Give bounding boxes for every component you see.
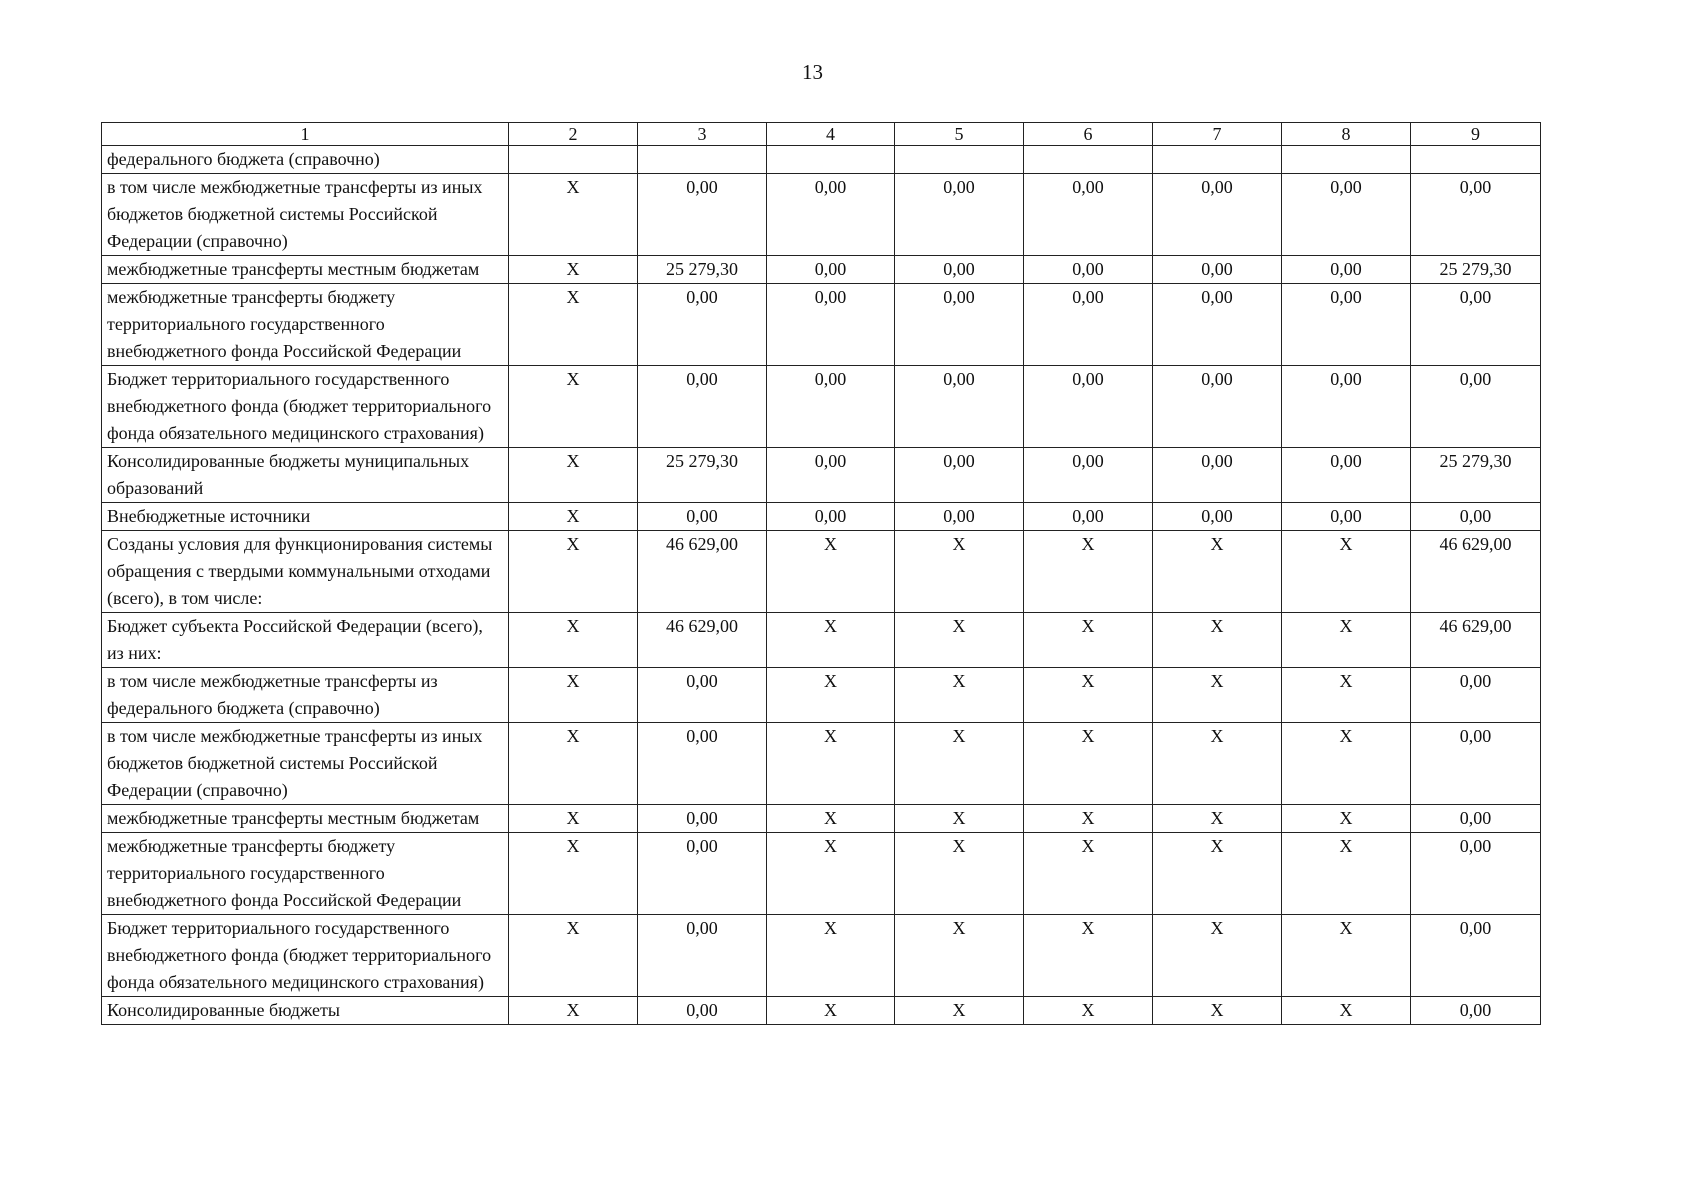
cell-value: X xyxy=(509,805,638,833)
cell-value: 46 629,00 xyxy=(638,613,767,668)
table-row xyxy=(102,448,1541,503)
cell-value: X xyxy=(1024,805,1153,833)
cell-value: X xyxy=(767,997,895,1025)
cell-value: 0,00 xyxy=(1411,723,1541,805)
cell-value: 0,00 xyxy=(767,366,895,448)
row-label: федерального бюджета (справочно) xyxy=(102,146,509,174)
cell-value: X xyxy=(509,503,638,531)
cell-value: X xyxy=(767,613,895,668)
cell-value: X xyxy=(895,997,1024,1025)
cell-value: 0,00 xyxy=(767,284,895,366)
cell-value: 25 279,30 xyxy=(1411,256,1541,284)
cell-value: 0,00 xyxy=(1024,448,1153,503)
cell-value: X xyxy=(895,833,1024,915)
cell-value: X xyxy=(895,723,1024,805)
cell-value: X xyxy=(1282,833,1411,915)
cell-value: 0,00 xyxy=(1024,503,1153,531)
cell-value: 25 279,30 xyxy=(638,448,767,503)
cell-value: 0,00 xyxy=(895,284,1024,366)
cell-value: X xyxy=(1024,613,1153,668)
cell-value: 0,00 xyxy=(638,366,767,448)
cell-value: 0,00 xyxy=(1411,366,1541,448)
column-header: 2 xyxy=(509,123,638,146)
cell-value: 0,00 xyxy=(1411,833,1541,915)
cell-value: X xyxy=(509,366,638,448)
table-row xyxy=(102,997,1541,1025)
cell-value: X xyxy=(1282,915,1411,997)
table-row xyxy=(102,531,1541,613)
row-label: межбюджетные трансферты местным бюджетам xyxy=(102,256,509,284)
cell-value: 0,00 xyxy=(1024,174,1153,256)
cell-value: X xyxy=(509,668,638,723)
cell-value: 25 279,30 xyxy=(638,256,767,284)
column-header: 4 xyxy=(767,123,895,146)
cell-value: 0,00 xyxy=(1153,366,1282,448)
cell-value xyxy=(895,146,1024,174)
cell-value: 0,00 xyxy=(895,503,1024,531)
cell-value: X xyxy=(1153,915,1282,997)
cell-value: 0,00 xyxy=(1411,174,1541,256)
column-header: 7 xyxy=(1153,123,1282,146)
page-number: 13 xyxy=(802,60,823,84)
cell-value: 0,00 xyxy=(638,174,767,256)
cell-value: X xyxy=(1024,531,1153,613)
cell-value: 0,00 xyxy=(1411,805,1541,833)
cell-value: X xyxy=(1153,997,1282,1025)
cell-value: X xyxy=(895,531,1024,613)
cell-value: X xyxy=(1153,723,1282,805)
row-label: межбюджетные трансферты бюджету территориального государственного внебюджетного фонда Российской Федерации xyxy=(102,833,509,915)
cell-value: 0,00 xyxy=(767,448,895,503)
cell-value: X xyxy=(767,531,895,613)
cell-value: 0,00 xyxy=(1282,284,1411,366)
cell-value: X xyxy=(1153,833,1282,915)
cell-value: 0,00 xyxy=(638,723,767,805)
row-label: Консолидированные бюджеты муниципальных образований xyxy=(102,448,509,503)
row-label: Внебюджетные источники xyxy=(102,503,509,531)
table-row xyxy=(102,915,1541,997)
cell-value: X xyxy=(509,256,638,284)
column-header: 3 xyxy=(638,123,767,146)
cell-value: X xyxy=(767,833,895,915)
cell-value: X xyxy=(1282,805,1411,833)
cell-value: X xyxy=(895,613,1024,668)
cell-value xyxy=(638,146,767,174)
cell-value: 0,00 xyxy=(1282,174,1411,256)
table-row xyxy=(102,174,1541,256)
cell-value: X xyxy=(895,915,1024,997)
row-label: межбюджетные трансферты местным бюджетам xyxy=(102,805,509,833)
cell-value: 0,00 xyxy=(1282,256,1411,284)
cell-value: X xyxy=(1024,915,1153,997)
cell-value: 0,00 xyxy=(1282,448,1411,503)
table-row xyxy=(102,723,1541,805)
cell-value: 46 629,00 xyxy=(1411,531,1541,613)
column-header: 1 xyxy=(102,123,509,146)
row-label: межбюджетные трансферты бюджету территориального государственного внебюджетного фонда Российской Федерации xyxy=(102,284,509,366)
table-body xyxy=(102,146,1541,1025)
table-row xyxy=(102,668,1541,723)
cell-value: 0,00 xyxy=(1282,503,1411,531)
cell-value: X xyxy=(509,531,638,613)
cell-value: 0,00 xyxy=(895,366,1024,448)
cell-value: 0,00 xyxy=(1411,997,1541,1025)
cell-value: X xyxy=(1153,805,1282,833)
cell-value: 0,00 xyxy=(638,805,767,833)
cell-value: 0,00 xyxy=(767,174,895,256)
cell-value: 0,00 xyxy=(1153,503,1282,531)
table-row xyxy=(102,366,1541,448)
table-row xyxy=(102,503,1541,531)
cell-value: X xyxy=(509,833,638,915)
table-row xyxy=(102,805,1541,833)
cell-value: 0,00 xyxy=(895,174,1024,256)
header-row xyxy=(102,123,1541,146)
cell-value: X xyxy=(509,613,638,668)
cell-value: X xyxy=(767,723,895,805)
cell-value xyxy=(1024,146,1153,174)
cell-value: 0,00 xyxy=(1024,256,1153,284)
cell-value: 0,00 xyxy=(1153,448,1282,503)
table-row xyxy=(102,146,1541,174)
cell-value: X xyxy=(1153,613,1282,668)
column-header: 9 xyxy=(1411,123,1541,146)
cell-value xyxy=(1282,146,1411,174)
row-label: Бюджет территориального государственного внебюджетного фонда (бюджет территориального фонда обязательного медицинского страхования) xyxy=(102,915,509,997)
row-label: Бюджет субъекта Российской Федерации (всего), из них: xyxy=(102,613,509,668)
cell-value: 0,00 xyxy=(1024,284,1153,366)
cell-value: 0,00 xyxy=(767,256,895,284)
cell-value: X xyxy=(1024,723,1153,805)
table-row xyxy=(102,833,1541,915)
cell-value: 0,00 xyxy=(638,503,767,531)
cell-value: 0,00 xyxy=(638,668,767,723)
cell-value: 0,00 xyxy=(1153,256,1282,284)
cell-value: X xyxy=(509,723,638,805)
column-header: 5 xyxy=(895,123,1024,146)
cell-value: X xyxy=(1024,833,1153,915)
column-header: 6 xyxy=(1024,123,1153,146)
cell-value: X xyxy=(895,668,1024,723)
cell-value xyxy=(509,146,638,174)
cell-value: 0,00 xyxy=(1411,503,1541,531)
cell-value: 0,00 xyxy=(1411,668,1541,723)
cell-value: X xyxy=(509,997,638,1025)
cell-value: 0,00 xyxy=(1153,174,1282,256)
cell-value: 0,00 xyxy=(638,997,767,1025)
cell-value: X xyxy=(1153,531,1282,613)
cell-value: 0,00 xyxy=(638,915,767,997)
cell-value: X xyxy=(509,448,638,503)
cell-value: 25 279,30 xyxy=(1411,448,1541,503)
cell-value: X xyxy=(767,805,895,833)
cell-value: X xyxy=(767,668,895,723)
cell-value: X xyxy=(1282,723,1411,805)
row-label: в том числе межбюджетные трансферты из иных бюджетов бюджетной системы Российской Федерации (справочно) xyxy=(102,174,509,256)
cell-value: X xyxy=(1153,668,1282,723)
row-label: в том числе межбюджетные трансферты из иных бюджетов бюджетной системы Российской Федерации (справочно) xyxy=(102,723,509,805)
table-row xyxy=(102,613,1541,668)
cell-value xyxy=(1153,146,1282,174)
cell-value: 46 629,00 xyxy=(1411,613,1541,668)
row-label: Созданы условия для функционирования системы обращения с твердыми коммунальными отходами (всего), в том числе: xyxy=(102,531,509,613)
cell-value: 0,00 xyxy=(1411,284,1541,366)
cell-value xyxy=(767,146,895,174)
table-row xyxy=(102,284,1541,366)
cell-value: X xyxy=(509,174,638,256)
cell-value: X xyxy=(509,284,638,366)
cell-value: X xyxy=(509,915,638,997)
cell-value: X xyxy=(1282,668,1411,723)
cell-value: 0,00 xyxy=(895,256,1024,284)
cell-value: 0,00 xyxy=(1153,284,1282,366)
cell-value: 0,00 xyxy=(638,833,767,915)
cell-value: 0,00 xyxy=(1024,366,1153,448)
cell-value: X xyxy=(767,915,895,997)
cell-value: 0,00 xyxy=(638,284,767,366)
cell-value: 0,00 xyxy=(1411,915,1541,997)
cell-value: 0,00 xyxy=(767,503,895,531)
cell-value: X xyxy=(1282,997,1411,1025)
table-row xyxy=(102,256,1541,284)
row-label: в том числе межбюджетные трансферты из федерального бюджета (справочно) xyxy=(102,668,509,723)
row-label: Бюджет территориального государственного внебюджетного фонда (бюджет территориального фонда обязательного медицинского страхования) xyxy=(102,366,509,448)
row-label: Консолидированные бюджеты xyxy=(102,997,509,1025)
cell-value: X xyxy=(1282,531,1411,613)
cell-value: 0,00 xyxy=(1282,366,1411,448)
cell-value xyxy=(1411,146,1541,174)
cell-value: X xyxy=(1282,613,1411,668)
budget-table xyxy=(101,122,1541,1025)
column-header: 8 xyxy=(1282,123,1411,146)
cell-value: X xyxy=(1024,668,1153,723)
cell-value: X xyxy=(1024,997,1153,1025)
cell-value: 0,00 xyxy=(895,448,1024,503)
cell-value: 46 629,00 xyxy=(638,531,767,613)
cell-value: X xyxy=(895,805,1024,833)
